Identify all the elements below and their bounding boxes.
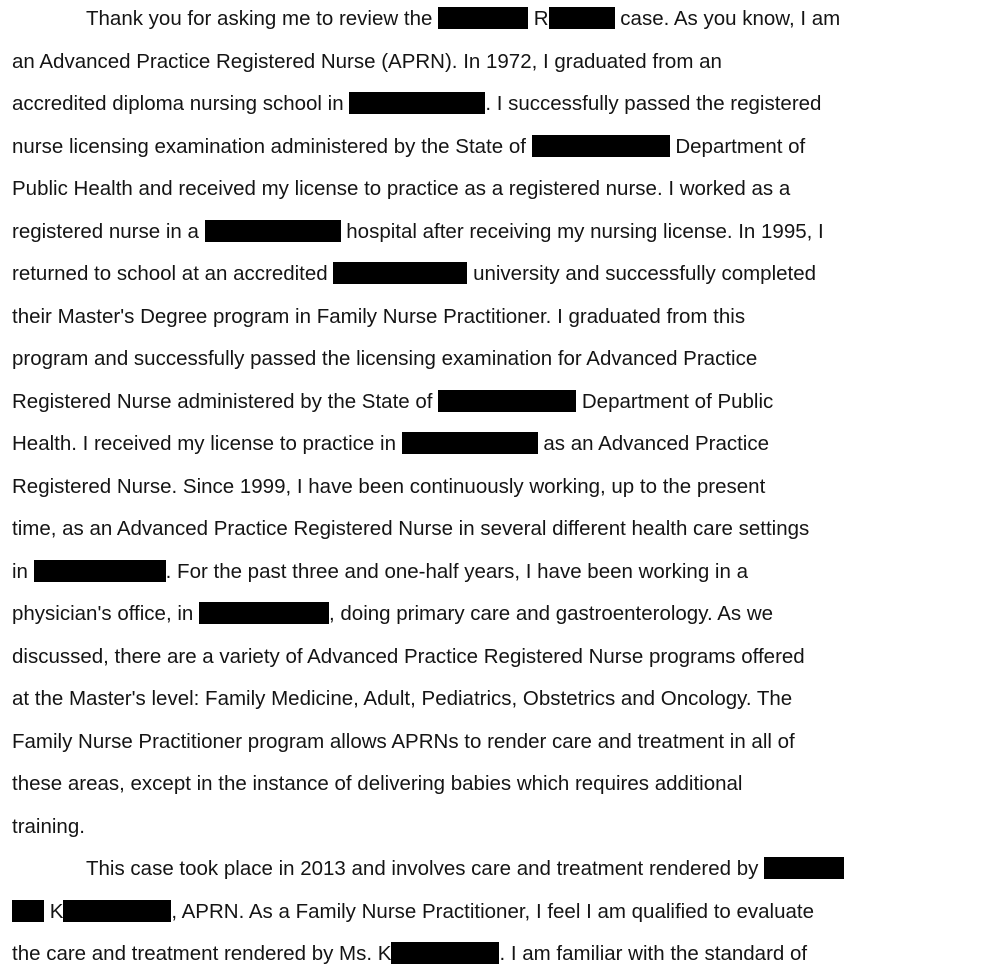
text-line <box>12 727 795 757</box>
text-line <box>12 387 773 417</box>
text-segment: training. <box>12 814 85 838</box>
redaction-block <box>12 900 44 922</box>
redaction-block <box>402 432 538 454</box>
redaction-block <box>349 92 485 114</box>
text-segment: R <box>528 7 549 30</box>
text-line <box>12 514 809 544</box>
text-line <box>12 472 765 502</box>
text-segment: registered nurse in a <box>12 219 205 243</box>
text-segment: time, as an Advanced Practice Registered Nurse in several different health care settings <box>12 517 810 540</box>
text-segment: Registered Nurse administered by the State of <box>12 389 439 413</box>
text-line <box>12 174 790 204</box>
text-segment: the care and treatment rendered by Ms. K <box>12 942 392 965</box>
text-line <box>12 642 805 672</box>
text-segment: in <box>12 559 34 583</box>
text-segment: their Master's Degree program in Family Nurse Practitioner. I graduated from this <box>12 304 746 328</box>
text-line <box>12 429 769 459</box>
redaction-block <box>438 7 528 29</box>
text-segment: . I am familiar with the standard of <box>499 942 808 965</box>
text-segment: at the Master's level: Family Medicine, Adult, Pediatrics, Obstetrics and Oncology. The <box>12 687 793 710</box>
redaction-block <box>391 942 499 964</box>
text-segment: Department of <box>669 134 806 158</box>
text-line <box>12 132 805 162</box>
redaction-block <box>205 220 341 242</box>
text-segment: case. As you know, I am <box>614 7 841 30</box>
text-segment: . I successfully passed the registered <box>485 92 822 115</box>
text-line <box>12 302 745 332</box>
text-line <box>12 47 722 77</box>
text-line <box>12 217 824 247</box>
text-line <box>12 89 821 119</box>
text-segment: Department of Public <box>576 389 774 413</box>
text-segment: hospital after receiving my nursing license. In 1995, I <box>340 219 824 243</box>
text-segment: as an Advanced Practice <box>537 432 770 455</box>
text-segment: returned to school at an accredited <box>12 262 334 285</box>
redaction-block <box>63 900 171 922</box>
text-line <box>12 557 748 587</box>
text-line <box>12 897 814 927</box>
text-segment: This case took place in 2013 and involves care and treatment rendered by <box>86 857 765 880</box>
text-segment: Registered Nurse. Since 1999, I have been continuously working, up to the present <box>12 474 766 498</box>
redaction-block <box>532 135 670 157</box>
redaction-block <box>34 560 166 582</box>
redaction-block <box>199 602 329 624</box>
text-segment: , doing primary care and gastroenterology. As we <box>329 602 774 625</box>
text-segment: an Advanced Practice Registered Nurse (APRN). In 1972, I graduated from an <box>12 49 722 73</box>
text-segment: these areas, except in the instance of delivering babies which requires additional <box>12 772 743 795</box>
text-segment: Family Nurse Practitioner program allows APRNs to render care and treatment in all of <box>12 729 795 753</box>
text-line <box>86 854 844 884</box>
text-segment: physician's office, in <box>12 602 199 625</box>
redaction-block <box>438 390 576 412</box>
text-line <box>12 812 85 842</box>
text-line <box>12 684 792 714</box>
text-segment: nurse licensing examination administered by the State of <box>12 134 532 158</box>
redaction-block <box>549 7 615 29</box>
text-segment: discussed, there are a variety of Advanced Practice Registered Nurse programs offered <box>12 644 805 668</box>
text-line <box>12 344 757 374</box>
text-segment: . For the past three and one-half years, I have been working in a <box>165 559 748 583</box>
text-segment: Health. I received my license to practice in <box>12 432 402 455</box>
text-segment: program and successfully passed the licensing examination for Advanced Practice <box>12 347 758 370</box>
text-line <box>12 769 742 799</box>
redaction-block <box>333 262 467 284</box>
text-segment: , APRN. As a Family Nurse Practitioner, I feel I am qualified to evaluate <box>171 899 815 923</box>
text-line <box>12 939 807 969</box>
text-segment: university and successfully completed <box>467 262 817 285</box>
text-line <box>86 4 840 34</box>
text-segment: K <box>44 899 64 923</box>
text-line <box>12 259 816 289</box>
redaction-block <box>764 857 844 879</box>
text-segment: accredited diploma nursing school in <box>12 92 350 115</box>
text-line <box>12 599 773 629</box>
text-segment: Public Health and received my license to practice as a registered nurse. I worked as a <box>12 177 791 200</box>
text-segment: Thank you for asking me to review the <box>86 7 439 30</box>
